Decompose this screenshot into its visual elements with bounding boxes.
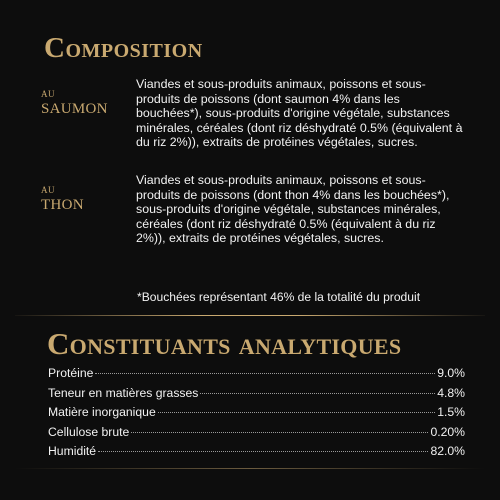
row-value: 0.20% bbox=[430, 424, 465, 439]
dot-leader bbox=[200, 393, 435, 394]
row-value: 9.0% bbox=[437, 366, 465, 380]
footnote: *Bouchées représentant 46% de la totalité du produit bbox=[137, 290, 421, 304]
row-label: Cellulose brute bbox=[48, 424, 130, 439]
variety-prefix: AU bbox=[41, 89, 55, 99]
dot-leader bbox=[131, 432, 428, 433]
analytical-title: Constituants analytiques bbox=[47, 326, 402, 361]
row-label: Humidité bbox=[48, 444, 97, 458]
dot-leader bbox=[95, 373, 435, 374]
composition-text-thon: Viandes et sous-produits animaux, poissons et sous-produits de poissons (dont thon 4% dans les bouchées*), sous-produits d'origine végétale, substances minérales, céréales (dont riz déshydraté 0.5% (équivalent à du riz 2%)), extraits de protéines végétales, sucres. bbox=[136, 173, 450, 246]
analytical-table bbox=[48, 366, 465, 464]
variety-label-thon bbox=[41, 186, 84, 213]
dot-leader bbox=[158, 412, 435, 413]
table-row bbox=[48, 425, 465, 445]
variety-name: THON bbox=[41, 197, 84, 213]
bottom-divider bbox=[15, 468, 485, 469]
composition-title: Composition bbox=[44, 32, 203, 64]
dot-leader bbox=[98, 451, 428, 452]
row-label: Matière inorganique bbox=[48, 405, 156, 419]
row-label: Teneur en matières grasses bbox=[48, 385, 199, 400]
composition-text-saumon: Viandes et sous-produits animaux, poissons et sous-produits de poissons (dont saumon 4% dans les bouchées*), sous-produits d'origine végétale, substances minérales, céréales (dont riz déshydraté 0.5% (équivalent à du riz 2%)), extraits de protéines végétales, sucres. bbox=[136, 77, 463, 150]
table-row bbox=[48, 405, 465, 425]
row-value: 1.5% bbox=[437, 405, 465, 419]
row-value: 4.8% bbox=[437, 385, 465, 400]
row-value: 82.0% bbox=[430, 444, 465, 458]
variety-prefix: AU bbox=[41, 185, 55, 195]
table-row bbox=[48, 386, 465, 406]
variety-name: SAUMON bbox=[41, 101, 108, 117]
table-row bbox=[48, 444, 465, 464]
section-divider bbox=[15, 315, 485, 316]
row-label: Protéine bbox=[48, 366, 94, 380]
variety-label-saumon bbox=[41, 90, 108, 117]
table-row bbox=[48, 366, 465, 386]
